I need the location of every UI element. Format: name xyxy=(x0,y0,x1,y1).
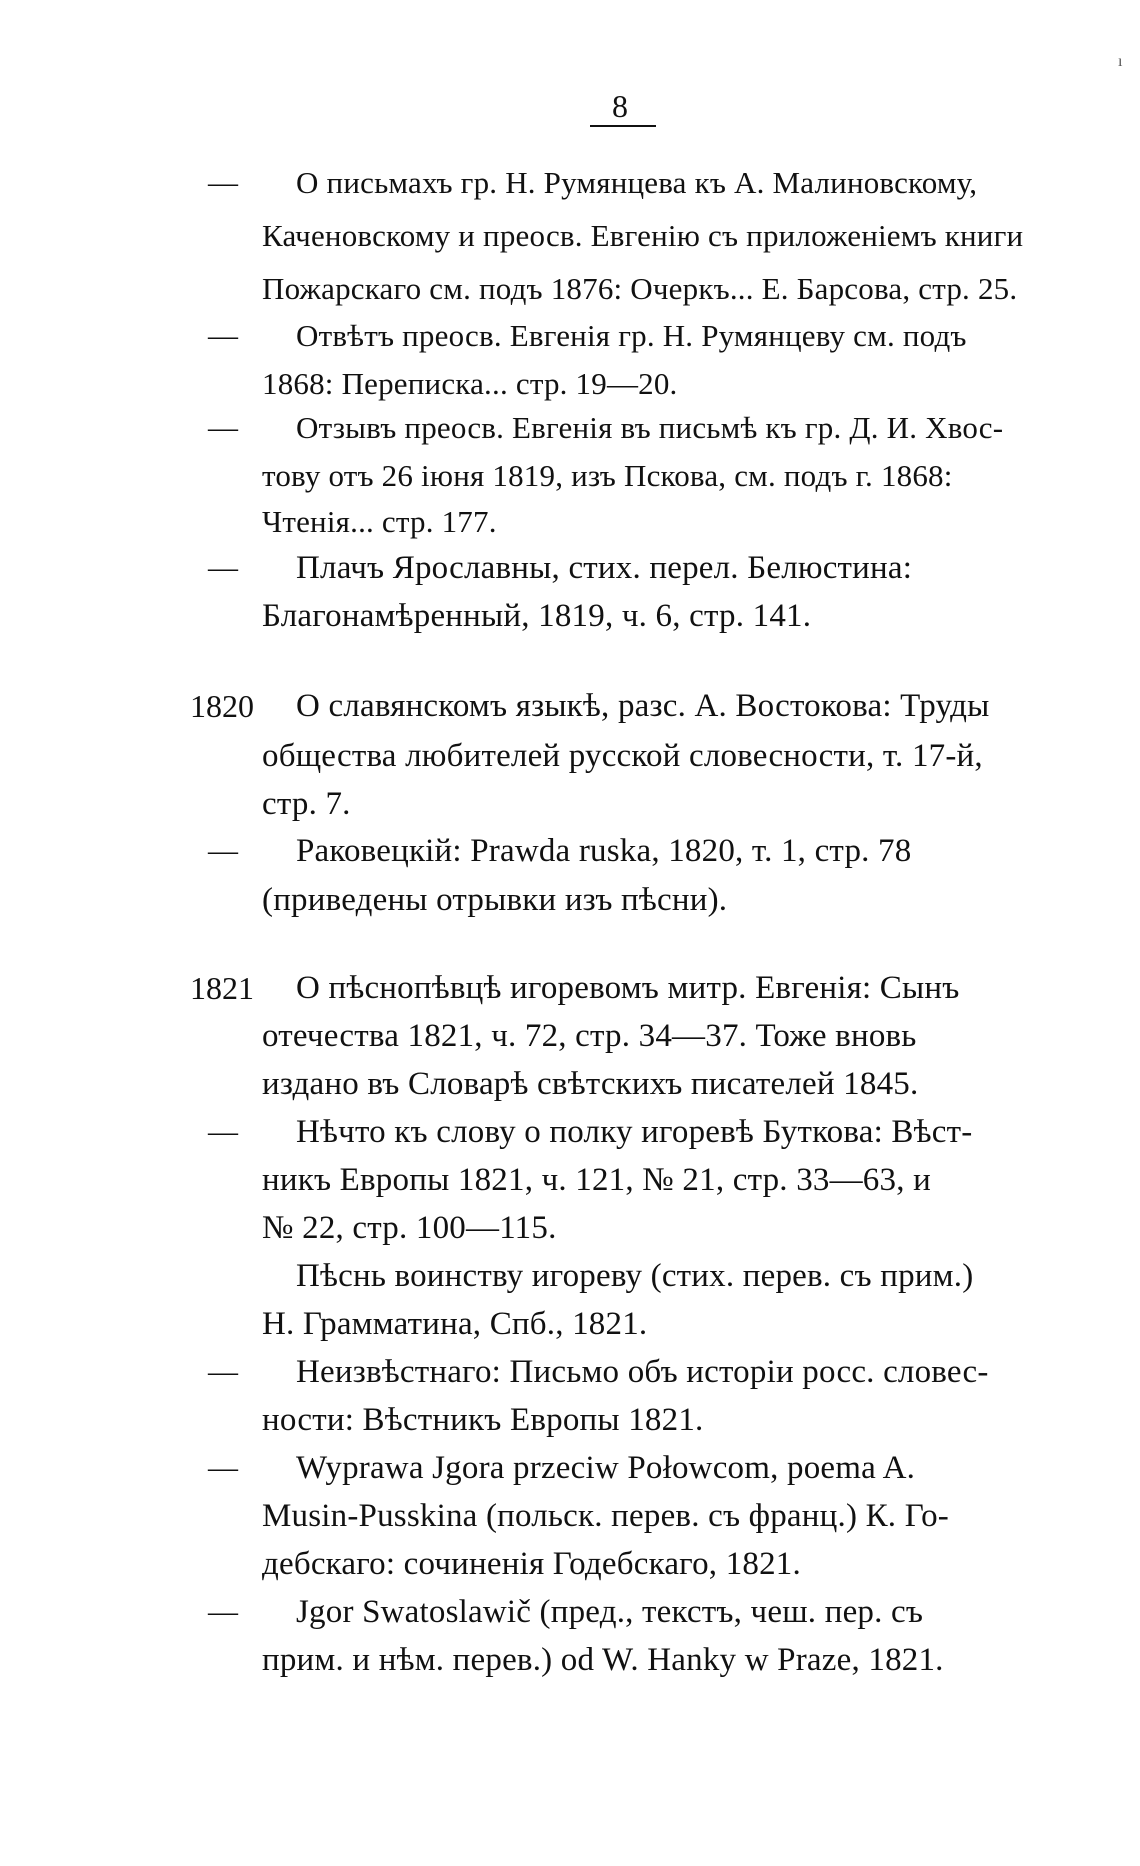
text-line: № 22, стр. 100—115. xyxy=(262,1210,557,1246)
margin-mark: ı xyxy=(1118,53,1123,70)
text-line: Пѣснь воинству игореву (стих. перев. съ прим.) xyxy=(296,1258,974,1294)
entry-dash: — xyxy=(208,834,238,867)
entry-dash: — xyxy=(208,1115,238,1148)
entry-dash: — xyxy=(208,1355,238,1388)
entry-dash: — xyxy=(208,411,238,444)
text-line: Wyprawa Jgora przeciw Połowcom, poema A. xyxy=(296,1450,916,1486)
text-line: О пѣснопѣвцѣ игоревомъ митр. Евгенія: Сынъ xyxy=(296,970,960,1006)
text-line: ности: Вѣстникъ Европы 1821. xyxy=(262,1402,704,1438)
page-number-rule xyxy=(590,125,656,127)
text-line: Благонамѣренный, 1819, ч. 6, стр. 141. xyxy=(262,598,812,634)
text-line: Н. Грамматина, Спб., 1821. xyxy=(262,1306,648,1342)
text-line: общества любителей русской словесности, т. 17-й, xyxy=(262,738,983,774)
text-line: Чтенія... стр. 177. xyxy=(262,504,497,539)
text-line: стр. 7. xyxy=(262,786,351,822)
text-line: отечества 1821, ч. 72, стр. 34—37. Тоже вновь xyxy=(262,1018,917,1054)
entry-dash: — xyxy=(208,166,238,199)
entry-dash: — xyxy=(208,551,238,584)
text-line: Пожарскаго см. подъ 1876: Очеркъ... Е. Барсова, стр. 25. xyxy=(262,271,1018,306)
entry-dash: — xyxy=(208,1595,238,1628)
text-line: Раковецкій: Prawda ruska, 1820, т. 1, стр. 78 xyxy=(296,833,912,869)
page-number: 8 xyxy=(612,88,628,124)
text-line: Плачъ Ярославны, стих. перел. Белюстина: xyxy=(296,550,913,586)
text-line: Каченовскому и преосв. Евгенію съ приложеніемъ книги xyxy=(262,218,1024,253)
text-line: Нѣчто къ слову о полку игоревѣ Буткова: Вѣст- xyxy=(296,1114,973,1150)
text-line: Неизвѣстнаго: Письмо объ исторіи росс. словес- xyxy=(296,1354,989,1390)
text-line: дебскаго: сочиненія Годебскаго, 1821. xyxy=(262,1546,801,1582)
text-line: Отвѣтъ преосв. Евгенія гр. Н. Румянцеву см. подъ xyxy=(296,318,967,353)
text-line: Musin-Pusskina (польск. перев. съ франц.) К. Го- xyxy=(262,1498,949,1534)
text-line: прим. и нѣм. перев.) od W. Hanky w Praze, 1821. xyxy=(262,1642,944,1678)
text-line: Jgor Swatoslawič (пред., текстъ, чеш. пер. съ xyxy=(296,1594,924,1630)
text-line: 1868: Переписка... стр. 19—20. xyxy=(262,366,678,401)
year-label: 1821 xyxy=(190,970,254,1006)
text-line: никъ Европы 1821, ч. 121, № 21, стр. 33—63, и xyxy=(262,1162,931,1198)
text-line: О славянскомъ языкѣ, разс. А. Востокова: Труды xyxy=(296,688,990,724)
year-label: 1820 xyxy=(190,688,254,724)
text-line: издано въ Словарѣ свѣтскихъ писателей 1845. xyxy=(262,1066,919,1102)
text-line: О письмахъ гр. Н. Румянцева къ А. Малиновскому, xyxy=(296,165,978,200)
text-line: Отзывъ преосв. Евгенія въ письмѣ къ гр. Д. И. Хвос- xyxy=(296,410,1004,445)
entry-dash: — xyxy=(208,1451,238,1484)
text-line: тову отъ 26 іюня 1819, изъ Пскова, см. подъ г. 1868: xyxy=(262,458,953,493)
text-line: (приведены отрывки изъ пѣсни). xyxy=(262,882,728,918)
entry-dash: — xyxy=(208,319,238,352)
